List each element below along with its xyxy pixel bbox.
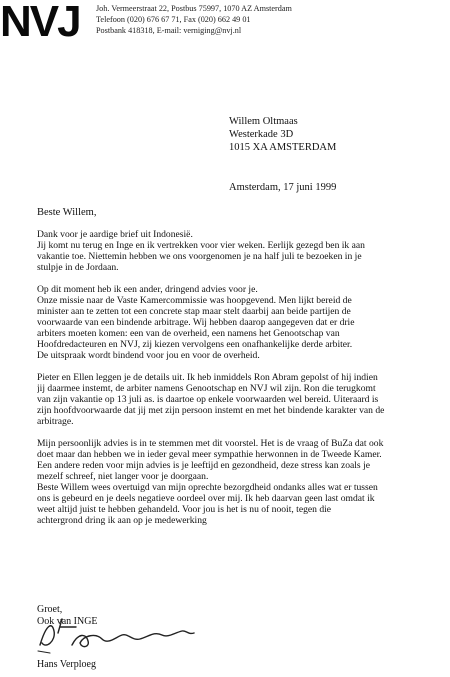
handwritten-signature <box>36 615 216 657</box>
body-line: vakantie toe. Niettemin hebben we ons voorgenomen je na half juli te bezoeken in je <box>37 251 362 262</box>
recipient-name: Willem Oltmaas <box>229 116 298 127</box>
paragraph-spacer <box>37 361 450 372</box>
body-line: Op dit moment heb ik een ander, dringend advies voor je. <box>37 284 258 295</box>
letterhead-postbank-email: Postbank 418318, E-mail: verniging@nvj.nl <box>96 26 242 35</box>
paragraph-spacer <box>37 218 450 229</box>
body-line: minister aan te zetten tot een concrete stap maar stelt daarbij aan beide partijen de <box>37 306 351 317</box>
letterhead-address: Joh. Vermeerstraat 22, Postbus 75997, 1070 AZ Amsterdam <box>96 4 292 13</box>
paragraph-spacer <box>37 427 450 438</box>
recipient-street: Westerkade 3D <box>229 129 294 140</box>
closing-cc: Ook van INGE <box>37 616 98 627</box>
body-line: arbiters moeten komen: een van de overheid, een namens het Genootschap van <box>37 328 340 339</box>
nvj-logo: NVJ <box>0 0 80 46</box>
body-line: Onze missie naar de Vaste Kamercommissie was hoopgevend. Men lijkt bereid de <box>37 295 352 306</box>
body-line: achtergrond dring ik aan op je medewerking <box>37 515 207 526</box>
body-line: van zijn vakantie op 13 juli as. is daartoe op enkele voorwaarden wel bereid. Uiteraard is <box>37 394 379 405</box>
body-line: mezelf schreef, niet langer voor je doorgaan. <box>37 471 209 482</box>
body-line: arbitrage. <box>37 416 74 427</box>
signer-name: Hans Verploeg <box>37 659 96 670</box>
closing-greeting: Groet, <box>37 604 63 615</box>
body-line: De uitspraak wordt bindend voor jou en voor de overheid. <box>37 350 260 361</box>
body-line: ons is gebeurd en je deels negatieve oordeel over mij. Ik heb daarvan geen last omdat ik <box>37 493 375 504</box>
body-line: Mijn persoonlijk advies is in te stemmen met dit voorstel. Het is de vraag of BuZa dat ook <box>37 438 384 449</box>
body-line: Jij komt nu terug en Inge en ik vertrekken voor vier weken. Eerlijk gezegd ben ik aan <box>37 240 365 251</box>
body-line: zijn hoofdvoorwaarde dat jij met zijn persoon instemt en met het bindende karakter van de <box>37 405 385 416</box>
letter-date: Amsterdam, 17 juni 1999 <box>229 182 337 193</box>
recipient-city: 1015 XA AMSTERDAM <box>229 142 337 153</box>
salutation: Beste Willem, <box>37 207 97 218</box>
body-line: stulpje in de Jordaan. <box>37 262 119 273</box>
body-line: doet maar dan hebben we in ieder geval meer sympathie herwonnen in de Tweede Kamer. <box>37 449 382 460</box>
body-line: voorwaarde van een bindende arbitrage. Wij hebben daarop aangegeven dat er drie <box>37 317 355 328</box>
body-line: jij daarmee instemt, de arbiter namens Genootschap en NVJ wil zijn. Ron die terugkomt <box>37 383 376 394</box>
letter-body <box>37 207 450 526</box>
letterhead-contact <box>96 3 292 36</box>
body-line: Beste Willem wees overtuigd van mijn oprechte bezorgdheid ondanks alles wat er tussen <box>37 482 378 493</box>
body-line: Een andere reden voor mijn advies is je leeftijd en gezondheid, deze stress kan zoals je <box>37 460 370 471</box>
body-line: Hoofdredacteuren en NVJ, zij kiezen vervolgens een onafhankelijke derde arbiter. <box>37 339 353 350</box>
recipient-address <box>229 115 336 154</box>
body-line: Dank voor je aardige brief uit Indonesië. <box>37 229 193 240</box>
paragraph-spacer <box>37 273 450 284</box>
body-line: weet altijd juist te hebben gehandeld. Voor jou is het is nu of nooit, tegen die <box>37 504 332 515</box>
body-line: Pieter en Ellen leggen je de details uit. Ik heb inmiddels Ron Abram gepolst of hij indien <box>37 372 378 383</box>
letterhead-phone-fax: Telefoon (020) 676 67 71, Fax (020) 662 49 01 <box>96 15 251 24</box>
